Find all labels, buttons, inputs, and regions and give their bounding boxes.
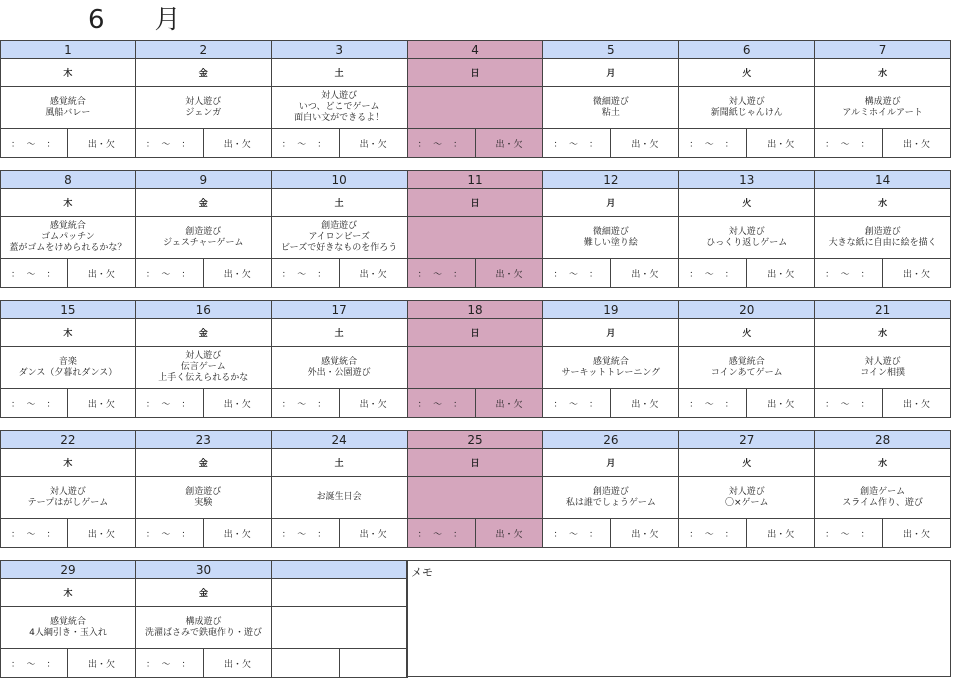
- day-of-week: 木: [0, 59, 136, 87]
- day-date: 26: [543, 430, 679, 449]
- day-date: 20: [679, 300, 815, 319]
- activity-text: 対人遊び テープはがしゲーム: [27, 486, 109, 508]
- activity-cell: [272, 477, 408, 519]
- time-range-field[interactable]: ： ～ ：: [408, 129, 476, 158]
- attendance-field[interactable]: 出・欠: [883, 389, 951, 418]
- time-range-field[interactable]: ： ～ ：: [136, 649, 204, 678]
- activity-text: 対人遊び 〇×ゲーム: [724, 486, 769, 508]
- day-of-week: 日: [408, 189, 544, 217]
- activity-text: 対人遊び ジェンガ: [185, 96, 222, 118]
- day-date: 14: [815, 170, 951, 189]
- time-range-field[interactable]: ： ～ ：: [408, 519, 476, 548]
- activity-cell: [679, 87, 815, 129]
- activity-cell: [408, 87, 544, 129]
- time-range-field[interactable]: ： ～ ：: [408, 389, 476, 418]
- time-range-field[interactable]: ： ～ ：: [679, 259, 747, 288]
- activity-text: 音楽 ダンス（夕暮れダンス）: [18, 356, 118, 378]
- attendance-field[interactable]: 出・欠: [747, 389, 815, 418]
- day-date: 1: [0, 40, 136, 59]
- day-of-week: 水: [815, 319, 951, 347]
- attendance-field[interactable]: 出・欠: [476, 259, 544, 288]
- day-date: 23: [136, 430, 272, 449]
- time-range-field[interactable]: ： ～ ：: [815, 519, 883, 548]
- time-range-field[interactable]: ： ～ ：: [0, 259, 68, 288]
- attendance-field[interactable]: 出・欠: [747, 259, 815, 288]
- activity-cell: [543, 347, 679, 389]
- dow-row: [0, 319, 951, 347]
- day-of-week: 火: [679, 319, 815, 347]
- act-row: [0, 217, 951, 259]
- day-of-week: 日: [408, 449, 544, 477]
- time-range-field[interactable]: ： ～ ：: [0, 389, 68, 418]
- activity-text: 創造ゲーム スライム作り、遊び: [842, 486, 923, 508]
- attendance-field[interactable]: 出・欠: [204, 649, 272, 678]
- day-of-week: 水: [815, 189, 951, 217]
- day-date: 18: [408, 300, 544, 319]
- day-date: 19: [543, 300, 679, 319]
- time-range-field[interactable]: ： ～ ：: [272, 519, 340, 548]
- day-date: 27: [679, 430, 815, 449]
- day-date: 2: [136, 40, 272, 59]
- activity-cell: [272, 217, 408, 259]
- time-row: [0, 389, 951, 418]
- activity-cell: [815, 217, 951, 259]
- attendance-field[interactable]: 出・欠: [204, 389, 272, 418]
- day-of-week: 木: [0, 189, 136, 217]
- week-block: [0, 300, 951, 418]
- activity-cell: [408, 217, 544, 259]
- activity-cell: [272, 87, 408, 129]
- day-of-week: 土: [272, 319, 408, 347]
- day-of-week: 金: [136, 449, 272, 477]
- time-range-field[interactable]: ： ～ ：: [679, 389, 747, 418]
- time-range-field[interactable]: ： ～ ：: [272, 389, 340, 418]
- day-date: 16: [136, 300, 272, 319]
- month-label: 月: [154, 5, 181, 35]
- time-range-field[interactable]: ： ～ ：: [543, 519, 611, 548]
- day-of-week: 水: [815, 449, 951, 477]
- day-of-week: 日: [408, 59, 544, 87]
- day-date: 8: [0, 170, 136, 189]
- activity-text: 感覚統合 外出・公園遊び: [307, 356, 371, 378]
- time-range-field[interactable]: ： ～ ：: [0, 519, 68, 548]
- day-date: 10: [272, 170, 408, 189]
- day-of-week: 金: [136, 319, 272, 347]
- attendance-field[interactable]: 出・欠: [611, 519, 679, 548]
- time-range-field[interactable]: ： ～ ：: [272, 259, 340, 288]
- activity-cell: [679, 217, 815, 259]
- day-date: 22: [0, 430, 136, 449]
- activity-cell: [679, 347, 815, 389]
- attendance-field[interactable]: 出・欠: [68, 649, 136, 678]
- attendance-field[interactable]: 出・欠: [340, 519, 408, 548]
- activity-cell: [136, 217, 272, 259]
- activity-text: 微細遊び 難しい塗り絵: [583, 226, 638, 248]
- activity-cell: [0, 477, 136, 519]
- time-range-field[interactable]: ： ～ ：: [815, 129, 883, 158]
- day-of-week: 木: [0, 319, 136, 347]
- time-row: [0, 129, 951, 158]
- dow-row: [0, 189, 951, 217]
- attendance-field[interactable]: [340, 649, 408, 678]
- date-row: [0, 40, 951, 59]
- attendance-field[interactable]: 出・欠: [68, 129, 136, 158]
- act-row: [0, 477, 951, 519]
- day-of-week: 月: [543, 319, 679, 347]
- activity-text: 感覚統合 コインあてゲーム: [710, 356, 783, 378]
- activity-text: 感覚統合 風船バレー: [45, 96, 91, 118]
- activity-text: 創造遊び ジェスチャーゲーム: [163, 226, 244, 248]
- day-date: [272, 560, 408, 579]
- day-date: 12: [543, 170, 679, 189]
- attendance-field[interactable]: 出・欠: [68, 519, 136, 548]
- day-date: 3: [272, 40, 408, 59]
- time-range-field[interactable]: ： ～ ：: [815, 389, 883, 418]
- attendance-field[interactable]: 出・欠: [340, 259, 408, 288]
- attendance-field[interactable]: 出・欠: [204, 259, 272, 288]
- attendance-field[interactable]: 出・欠: [476, 129, 544, 158]
- activity-cell: [0, 347, 136, 389]
- day-of-week: 木: [0, 579, 136, 607]
- attendance-field[interactable]: 出・欠: [883, 259, 951, 288]
- activity-text: 微細遊び 粘土: [592, 96, 629, 118]
- activity-text: 対人遊び いつ、どこでゲーム 面白い文ができるよ！: [294, 91, 385, 123]
- week-block: [0, 40, 951, 158]
- time-range-field[interactable]: ： ～ ：: [136, 259, 204, 288]
- activity-text: 創造遊び アイロンビーズ ビーズで好きなものを作ろう: [281, 221, 398, 253]
- activity-cell: [815, 347, 951, 389]
- time-range-field[interactable]: [272, 649, 340, 678]
- attendance-field[interactable]: 出・欠: [204, 519, 272, 548]
- day-of-week: [272, 579, 408, 607]
- day-of-week: 月: [543, 59, 679, 87]
- activity-text: 創造遊び 実験: [185, 486, 222, 508]
- day-date: 15: [0, 300, 136, 319]
- activity-text: 感覚統合 サーキットトレーニング: [561, 356, 661, 378]
- activity-text: 創造遊び 私は誰でしょうゲーム: [565, 486, 656, 508]
- day-of-week: 土: [272, 449, 408, 477]
- attendance-field[interactable]: 出・欠: [611, 389, 679, 418]
- attendance-field[interactable]: 出・欠: [611, 259, 679, 288]
- day-date: 24: [272, 430, 408, 449]
- activity-cell: [543, 217, 679, 259]
- activity-cell: [0, 87, 136, 129]
- time-range-field[interactable]: ： ～ ：: [0, 129, 68, 158]
- day-date: 11: [408, 170, 544, 189]
- day-of-week: 土: [272, 189, 408, 217]
- day-date: 6: [679, 40, 815, 59]
- activity-cell: [0, 607, 136, 649]
- activity-text: 創造遊び 大きな紙に自由に絵を描く: [828, 226, 937, 248]
- day-of-week: 水: [815, 59, 951, 87]
- activity-text: 対人遊び ひっくり返しゲーム: [706, 226, 788, 248]
- activity-text: 感覚統合 ゴムパッチン 蓋がゴムをけめられるかな？: [9, 221, 127, 253]
- day-of-week: 金: [136, 59, 272, 87]
- time-range-field[interactable]: ： ～ ：: [679, 519, 747, 548]
- attendance-field[interactable]: 出・欠: [611, 129, 679, 158]
- day-of-week: 木: [0, 449, 136, 477]
- dow-row: [0, 449, 951, 477]
- day-date: 13: [679, 170, 815, 189]
- attendance-field[interactable]: 出・欠: [68, 259, 136, 288]
- date-row: [0, 430, 951, 449]
- time-range-field[interactable]: ： ～ ：: [136, 389, 204, 418]
- day-of-week: 日: [408, 319, 544, 347]
- act-row: [0, 347, 951, 389]
- activity-cell: [815, 477, 951, 519]
- week-block: [0, 170, 951, 288]
- day-of-week: 月: [543, 449, 679, 477]
- activity-cell: [136, 477, 272, 519]
- activity-text: 感覚統合 4人綱引き・玉入れ: [29, 616, 107, 638]
- time-range-field[interactable]: ： ～ ：: [136, 129, 204, 158]
- activity-text: 構成遊び アルミホイルアート: [842, 96, 923, 118]
- memo-box[interactable]: [406, 560, 951, 677]
- time-range-field[interactable]: ： ～ ：: [272, 129, 340, 158]
- day-of-week: 土: [272, 59, 408, 87]
- activity-cell: [679, 477, 815, 519]
- week-block: [0, 430, 951, 548]
- month-number: 6: [88, 5, 105, 35]
- activity-text: 構成遊び 洗濯ばさみで鉄砲作り・遊び: [144, 616, 262, 638]
- day-of-week: 月: [543, 189, 679, 217]
- activity-cell: [136, 607, 272, 649]
- day-of-week: 金: [136, 579, 272, 607]
- time-range-field[interactable]: ： ～ ：: [0, 649, 68, 678]
- day-of-week: 火: [679, 449, 815, 477]
- activity-cell: [815, 87, 951, 129]
- day-date: 9: [136, 170, 272, 189]
- act-row: [0, 87, 951, 129]
- activity-cell: [543, 87, 679, 129]
- time-range-field[interactable]: ： ～ ：: [679, 129, 747, 158]
- attendance-field[interactable]: 出・欠: [476, 519, 544, 548]
- date-row: [0, 300, 951, 319]
- attendance-field[interactable]: 出・欠: [340, 389, 408, 418]
- attendance-field[interactable]: 出・欠: [476, 389, 544, 418]
- day-of-week: 火: [679, 59, 815, 87]
- day-date: 7: [815, 40, 951, 59]
- attendance-field[interactable]: 出・欠: [883, 519, 951, 548]
- activity-text: 対人遊び 新聞紙じゃんけん: [710, 96, 783, 118]
- day-date: 4: [408, 40, 544, 59]
- time-range-field[interactable]: ： ～ ：: [136, 519, 204, 548]
- time-range-field[interactable]: ： ～ ：: [815, 259, 883, 288]
- day-date: 5: [543, 40, 679, 59]
- day-date: 17: [272, 300, 408, 319]
- activity-cell: [272, 607, 408, 649]
- date-row: [0, 170, 951, 189]
- time-row: [0, 259, 951, 288]
- day-of-week: 金: [136, 189, 272, 217]
- attendance-field[interactable]: 出・欠: [340, 129, 408, 158]
- activity-cell: [408, 477, 544, 519]
- day-date: 21: [815, 300, 951, 319]
- attendance-field[interactable]: 出・欠: [747, 129, 815, 158]
- memo-label: メモ: [411, 566, 433, 579]
- day-date: 29: [0, 560, 136, 579]
- time-range-field[interactable]: ： ～ ：: [543, 129, 611, 158]
- time-range-field[interactable]: ： ～ ：: [543, 389, 611, 418]
- dow-row: [0, 59, 951, 87]
- activity-text: お誕生日会: [316, 492, 362, 502]
- time-row: [0, 519, 951, 548]
- activity-cell: [272, 347, 408, 389]
- day-date: 30: [136, 560, 272, 579]
- activity-cell: [0, 217, 136, 259]
- activity-cell: [408, 347, 544, 389]
- activity-text: 対人遊び 伝言ゲーム 上手く伝えられるかな: [158, 351, 249, 383]
- activity-cell: [136, 347, 272, 389]
- activity-cell: [136, 87, 272, 129]
- activity-text: 対人遊び コイン相撲: [860, 356, 905, 378]
- attendance-field[interactable]: 出・欠: [68, 389, 136, 418]
- day-date: 25: [408, 430, 544, 449]
- time-range-field[interactable]: ： ～ ：: [543, 259, 611, 288]
- time-range-field[interactable]: ： ～ ：: [408, 259, 476, 288]
- attendance-field[interactable]: 出・欠: [883, 129, 951, 158]
- activity-cell: [543, 477, 679, 519]
- calendar-title: [88, 4, 181, 36]
- day-of-week: 火: [679, 189, 815, 217]
- day-date: 28: [815, 430, 951, 449]
- attendance-field[interactable]: 出・欠: [747, 519, 815, 548]
- attendance-field[interactable]: 出・欠: [204, 129, 272, 158]
